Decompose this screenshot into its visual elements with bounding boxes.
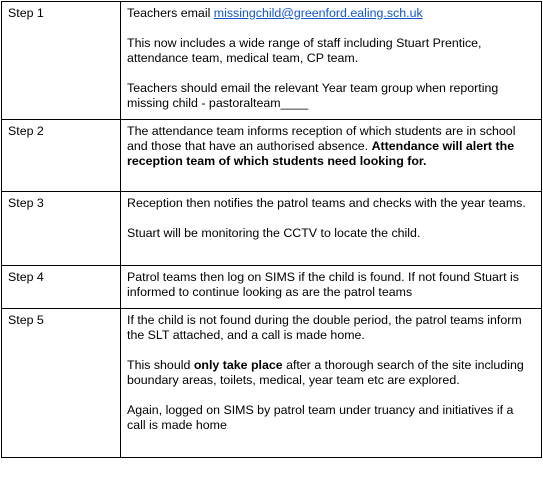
paragraph: Teachers should email the relevant Year team group when reporting missing child - pastoralteam____	[127, 81, 499, 110]
step-label: Step 5	[2, 309, 121, 458]
paragraph	[127, 358, 535, 388]
text: This should	[127, 358, 194, 372]
step-label: Step 3	[2, 192, 121, 266]
step-label: Step 2	[2, 120, 121, 192]
step-row	[2, 266, 542, 309]
paragraph: Stuart will be monitoring the CCTV to locate the child.	[127, 226, 421, 240]
step-description	[121, 192, 542, 266]
paragraph	[127, 6, 535, 21]
step-row	[2, 120, 542, 192]
text: The attendance team informs reception of which students are in school and those that have an authorised absence.	[127, 124, 516, 153]
bold-text: Attendance will alert the reception team of which students need looking for.	[127, 139, 515, 168]
step-row	[2, 2, 542, 120]
step-row	[2, 309, 542, 458]
step-row	[2, 192, 542, 266]
step-label: Step 1	[2, 2, 121, 120]
missing-child-procedure-table	[1, 1, 542, 458]
email-link[interactable]: missingchild@greenford.ealing.sch.uk	[213, 6, 423, 20]
step-description	[121, 120, 542, 192]
paragraph: Patrol teams then log on SIMS if the child is found. If not found Stuart is informed to continue looking as are the patrol teams	[127, 270, 519, 299]
text: after a thorough search of the site including boundary areas, toilets, medical, year team etc are explored.	[127, 358, 524, 387]
step-description	[121, 266, 542, 309]
paragraph: If the child is not found during the double period, the patrol teams inform the SLT attached, and a call is made home.	[127, 313, 522, 342]
paragraph	[127, 124, 535, 169]
paragraph: This now includes a wide range of staff including Stuart Prentice, attendance team, medical team, CP team.	[127, 36, 482, 65]
step-description	[121, 2, 542, 120]
step-label: Step 4	[2, 266, 121, 309]
step-description	[121, 309, 542, 458]
text: Teachers email	[127, 6, 214, 20]
paragraph: Again, logged on SIMS by patrol team under truancy and initiatives if a call is made home	[127, 403, 514, 432]
paragraph: Reception then notifies the patrol teams and checks with the year teams.	[127, 196, 526, 210]
bold-text: only take place	[193, 358, 283, 372]
